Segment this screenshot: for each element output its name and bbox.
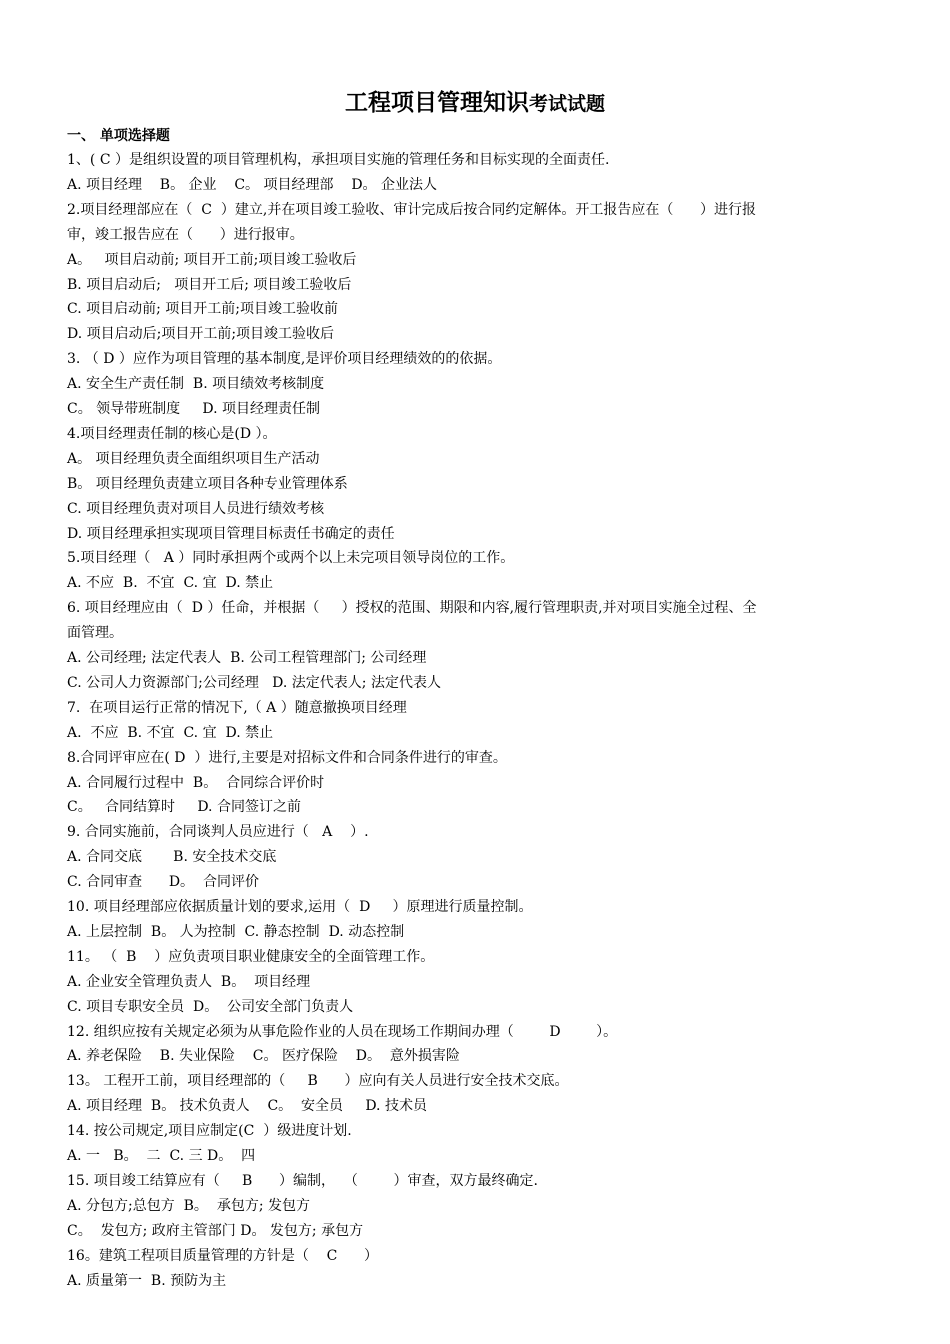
title-suffix: 考试试题	[528, 93, 605, 115]
section-heading: 一、 单项选择题	[67, 128, 170, 144]
text-line: A. 不应 B. 不宜 C. 宜 D. 禁止	[67, 575, 274, 592]
page-title	[0, 84, 950, 117]
text-line: C. 公司人力资源部门;公司经理 D. 法定代表人; 法定代表人	[67, 674, 441, 691]
text-line: A。 项目启动前; 项目开工前;项目竣工验收后	[67, 251, 357, 268]
text-line: C. 合同审查 D。 合同评价	[67, 874, 259, 891]
text-line: A. 不应 B. 不宜 C. 宜 D. 禁止	[67, 724, 274, 741]
text-line: A. 合同交底 B. 安全技术交底	[67, 849, 277, 866]
text-line: C。 领导带班制度 D. 项目经理责任制	[67, 401, 321, 417]
text-line: 14. 按公司规定,项目应制定(C ）级进度计划.	[67, 1123, 352, 1140]
text-line: D. 项目启动后;项目开工前;项目竣工验收后	[67, 326, 335, 343]
text-line: C。 发包方; 政府主管部门 D。 发包方; 承包方	[67, 1222, 364, 1239]
text-line: B. 项目启动后; 项目开工后; 项目竣工验收后	[67, 276, 352, 293]
text-line: 12. 组织应按有关规定必须为从事危险作业的人员在现场工作期间办理（ D ）。	[67, 1023, 618, 1040]
text-line: 16。建筑工程项目质量管理的方针是（ C ）	[67, 1247, 379, 1264]
text-line: A. 养老保险 B. 失业保险 C。 医疗保险 D。 意外损害险	[67, 1048, 460, 1065]
text-line: 1、( C ）是组织设置的项目管理机构，承担项目实施的管理任务和目标实现的全面责任.	[67, 152, 610, 168]
text-line: C。 合同结算时 D. 合同签订之前	[67, 799, 301, 816]
text-line: B。 项目经理负责建立项目各种专业管理体系	[67, 475, 348, 492]
text-line: 审，竣工报告应在（ ）进行报审。	[67, 226, 304, 243]
text-line: A. 项目经理 B。 技术负责人 C。 安全员 D. 技术员	[67, 1098, 427, 1115]
text-line: A. 合同履行过程中 B。 合同综合评价时	[67, 774, 325, 791]
text-line: A. 质量第一 B. 预防为主	[67, 1272, 227, 1289]
text-line: D. 项目经理承担实现项目管理目标责任书确定的责任	[67, 525, 395, 542]
text-line: 3. （ D ）应作为项目管理的基本制度,是评价项目经理绩效的的依据。	[67, 351, 502, 368]
text-line: 13。 工程开工前，项目经理部的（ B ）应向有关人员进行安全技术交底。	[67, 1073, 569, 1090]
title-main: 工程项目管理知识	[344, 89, 529, 116]
text-line: 6. 项目经理应由（ D ）任命，并根据（ ）授权的范围、期限和内容,履行管理职责,并对项目实施全过程、全	[67, 600, 757, 617]
text-line: 4.项目经理责任制的核心是(D ）。	[67, 425, 277, 442]
text-line: C. 项目专职安全员 D。 公司安全部门负责人	[67, 998, 354, 1015]
text-line: C. 项目启动前; 项目开工前;项目竣工验收前	[67, 301, 338, 318]
text-line: 9. 合同实施前，合同谈判人员应进行（ A ）.	[67, 824, 369, 841]
text-line: A. 分包方;总包方 B。 承包方; 发包方	[67, 1197, 310, 1214]
text-line: 8.合同评审应在( D ）进行,主要是对招标文件和合同条件进行的审查。	[67, 749, 507, 766]
text-line: 15. 项目竣工结算应有（ B ）编制， （ ）审查，双方最终确定.	[67, 1172, 538, 1189]
text-line: A. 上层控制 B。 人为控制 C. 静态控制 D. 动态控制	[67, 923, 405, 940]
text-line: 面管理。	[67, 625, 123, 642]
text-line: 5.项目经理（ A ）同时承担两个或两个以上未完项目领导岗位的工作。	[67, 550, 515, 567]
text-line: 11。 （ B ）应负责项目职业健康安全的全面管理工作。	[67, 948, 435, 965]
text-line: A. 一 B。 二 C. 三 D。 四	[67, 1148, 256, 1164]
text-line: A. 企业安全管理负责人 B。 项目经理	[67, 973, 311, 990]
text-line: 2.项目经理部应在（ C ）建立,并在项目竣工验收、审计完成后按合同约定解体。开工报告应在（ ）进行报	[67, 201, 757, 218]
text-line: C. 项目经理负责对项目人员进行绩效考核	[67, 500, 325, 517]
text-line: A. 公司经理; 法定代表人 B. 公司工程管理部门; 公司经理	[67, 650, 427, 666]
text-line: A. 安全生产责任制 B. 项目绩效考核制度	[67, 376, 325, 393]
text-line: 10. 项目经理部应依据质量计划的要求,运用（ D ）原理进行质量控制。	[67, 899, 533, 915]
text-line: 7. 在项目运行正常的情况下,（ A ）随意撤换项目经理	[67, 699, 407, 716]
text-line: A。 项目经理负责全面组织项目生产活动	[67, 450, 320, 467]
text-line: A. 项目经理 B。 企业 C。 项目经理部 D。 企业法人	[67, 176, 437, 193]
